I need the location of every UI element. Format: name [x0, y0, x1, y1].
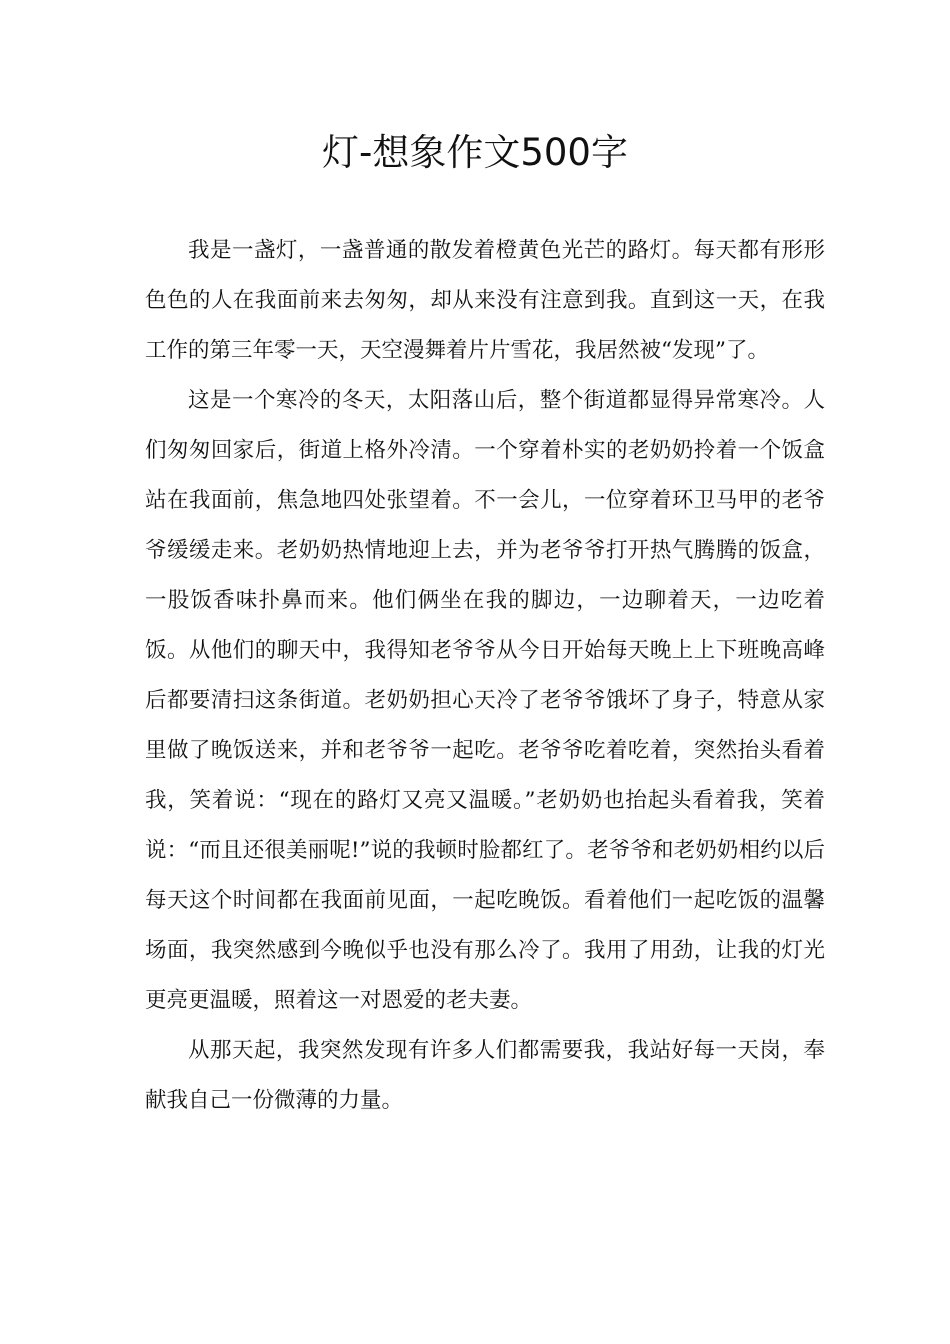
document-title: 灯-想象作文500字 — [322, 131, 628, 174]
document-body — [145, 226, 825, 1126]
paragraph-3: 从那天起，我突然发现有许多人们都需要我，我站好每一天岗，奉献我自己一份微薄的力量。 — [145, 1038, 825, 1113]
paragraph-2: 这是一个寒冷的冬天，太阳落山后，整个街道都显得异常寒冷。人们匆匆回家后，街道上格外冷清。一个穿着朴实的老奶奶拎着一个饭盒站在我面前，焦急地四处张望着。不一会儿，一位穿着环卫马甲的老爷爷缓缓走来。老奶奶热情地迎上去，并为老爷爷打开热气腾腾的饭盒，一股饭香味扑鼻而来。他们俩坐在我的脚边，一边聊着天，一边吃着饭。从他们的聊天中，我得知老爷爷从今日开始每天晚上上下班晚高峰后都要清扫这条街道。老奶奶担心天冷了老爷爷饿坏了身子，特意从家里做了晚饭送来，并和老爷爷一起吃。老爷爷吃着吃着，突然抬头看着我，笑着说：“现在的路灯又亮又温暖。”老奶奶也抬起头看着我，笑着说：“而且还很美丽呢!”说的我顿时脸都红了。老爷爷和老奶奶相约以后每天这个时间都在我面前见面，一起吃晚饭。看着他们一起吃饭的温馨场面，我突然感到今晚似乎也没有那么冷了。我用了用劲，让我的灯光更亮更温暖，照着这一对恩爱的老夫妻。 — [145, 388, 825, 1013]
paragraph-1: 我是一盏灯，一盏普通的散发着橙黄色光芒的路灯。每天都有形形色色的人在我面前来去匆匆，却从来没有注意到我。直到这一天，在我工作的第三年零一天，天空漫舞着片片雪花，我居然被“发现”了。 — [145, 238, 825, 363]
